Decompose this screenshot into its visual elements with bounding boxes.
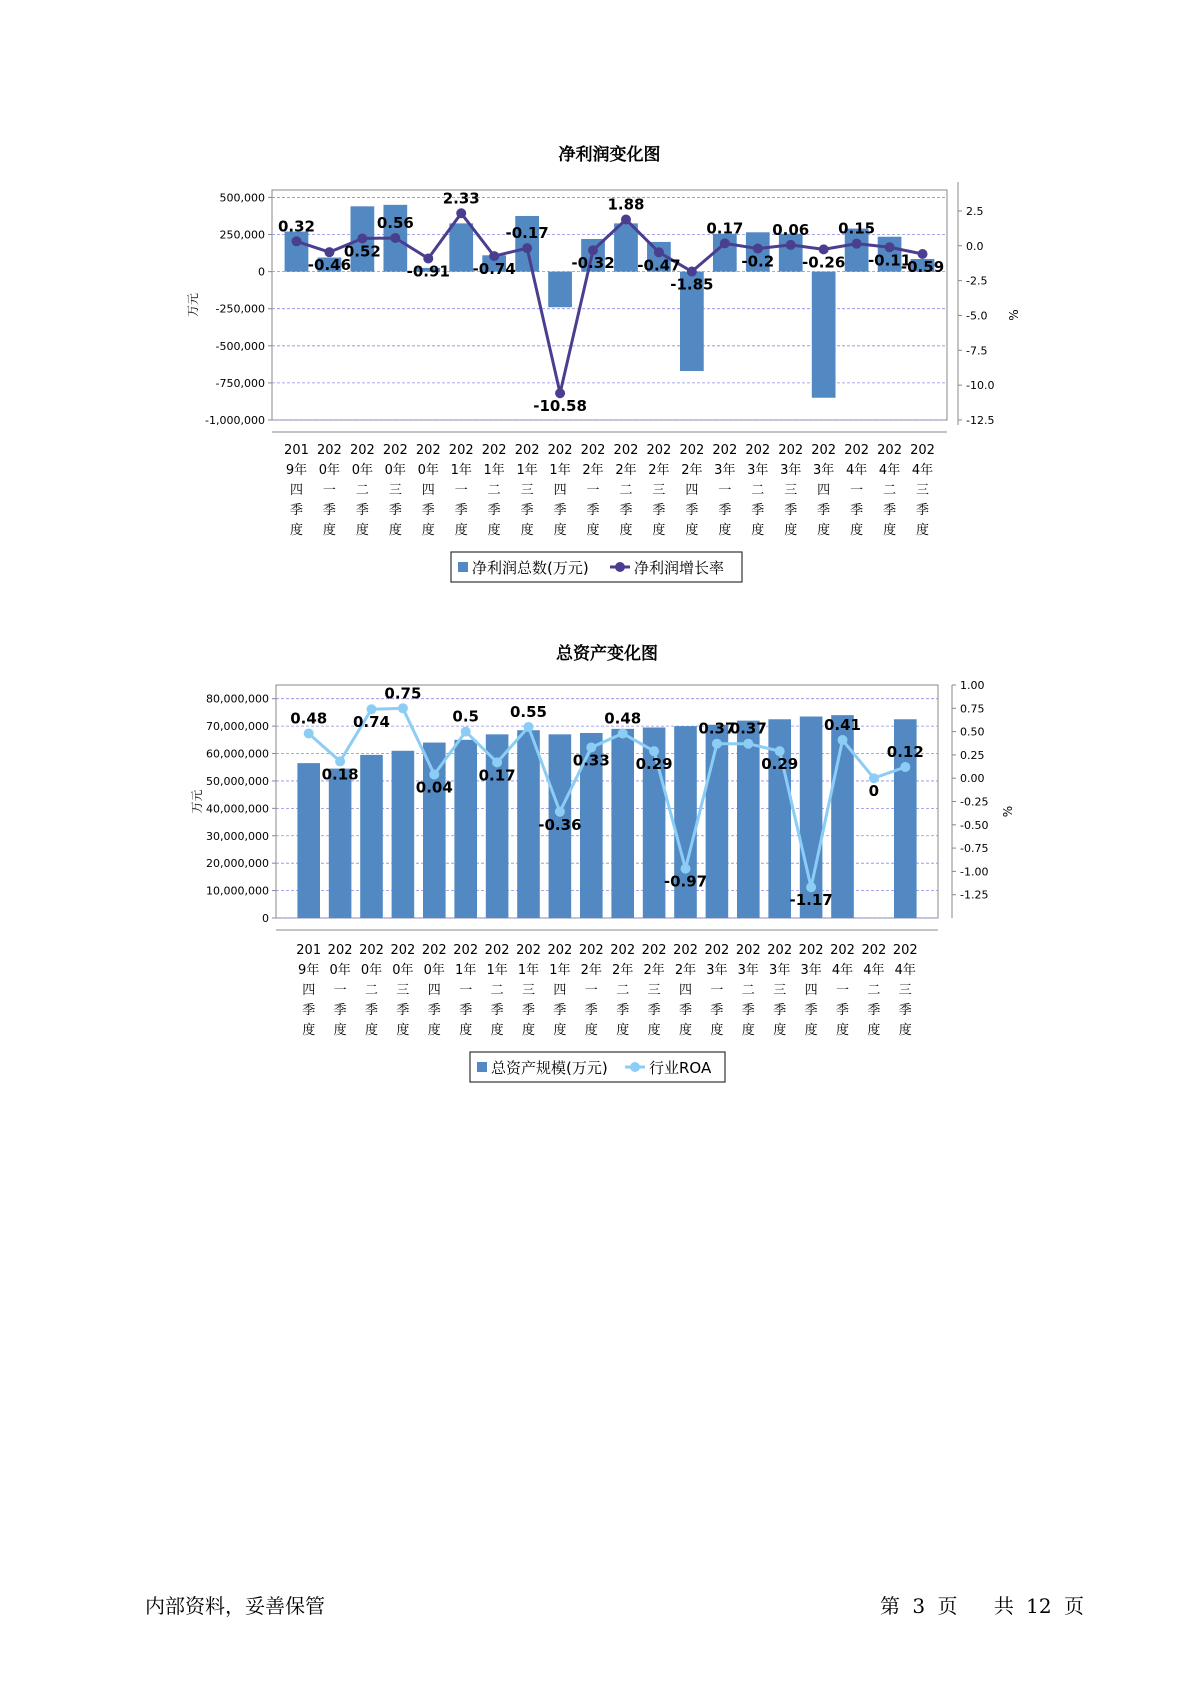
left-tick-label: 250,000	[219, 228, 265, 242]
point-label: -0.91	[406, 262, 450, 281]
category-label: 202 2年四季度	[679, 443, 705, 538]
bar	[454, 740, 477, 918]
right-tick-label: 0.50	[960, 725, 985, 739]
category-label: 202 3年二季度	[735, 943, 761, 1038]
category-label: 202 0年二季度	[349, 443, 375, 538]
point-label: 0.06	[772, 220, 810, 239]
category-label: 202 4年二季度	[861, 943, 887, 1038]
category-label: 202 4年三季度	[910, 443, 935, 538]
right-tick-label: 0.25	[960, 748, 985, 762]
point-label: -0.36	[538, 815, 582, 834]
point-label: 0.41	[823, 715, 862, 734]
left-axis-label: 万元	[186, 292, 200, 318]
category-label: 202 1年四季度	[547, 943, 573, 1038]
category-label: 202 2年二季度	[610, 943, 636, 1038]
line-point	[524, 722, 534, 732]
category-label: 202 3年一季度	[704, 943, 730, 1038]
point-label: 0	[868, 782, 880, 801]
right-tick-label: -1.25	[960, 888, 989, 902]
category-label: 202 3年一季度	[712, 443, 738, 538]
left-tick-label: 40,000,000	[206, 802, 269, 816]
category-label: 202 3年三季度	[778, 443, 804, 538]
category-label: 202 3年三季度	[767, 943, 793, 1038]
right-tick-label: -2.5	[966, 274, 988, 288]
point-label: 0.75	[384, 684, 422, 703]
category-label: 202 1年一季度	[453, 943, 479, 1038]
right-tick-label: -10.0	[966, 379, 995, 393]
line-point	[852, 239, 862, 249]
category-label: 202 4年一季度	[844, 443, 870, 538]
total-assets-chart	[0, 630, 1191, 1100]
category-label: 202 2年一季度	[580, 443, 606, 538]
category-label: 202 3年四季度	[798, 943, 824, 1038]
left-tick-label: -250,000	[215, 302, 265, 316]
total-unit: 页	[1063, 1594, 1084, 1618]
point-label: 0.55	[509, 702, 548, 721]
category-label: 202 0年四季度	[415, 443, 441, 538]
point-label: -0.46	[307, 256, 352, 275]
bar	[423, 743, 446, 918]
legend-bar-swatch	[458, 562, 468, 572]
legend-line-marker	[630, 1062, 640, 1072]
right-tick-label: 2.5	[966, 204, 984, 218]
bar	[737, 721, 760, 918]
point-label: 0.12	[886, 743, 924, 762]
legend-line-label: 净利润增长率	[634, 559, 725, 577]
point-label: 2.33	[442, 189, 480, 208]
bar	[449, 223, 473, 271]
category-label: 201 9年四季度	[296, 943, 322, 1038]
point-label: 0.04	[415, 778, 453, 797]
legend-line-marker	[615, 562, 625, 572]
point-label: 0.32	[277, 217, 315, 236]
chart-title: 总资产变化图	[556, 644, 658, 664]
category-label: 202 1年三季度	[514, 443, 540, 538]
category-label: 202 0年四季度	[421, 943, 447, 1038]
point-label: -0.97	[663, 872, 708, 891]
line-point	[621, 215, 631, 225]
legend-line-label: 行业ROA	[649, 1059, 712, 1077]
category-label: 201 9年四季度	[284, 443, 309, 538]
category-label: 202 1年一季度	[448, 443, 474, 538]
category-label: 202 1年三季度	[516, 943, 541, 1038]
point-label: -1.85	[670, 275, 714, 294]
point-label: -0.47	[637, 256, 681, 275]
page-prefix: 第	[880, 1594, 900, 1618]
category-label: 202 4年三季度	[892, 943, 918, 1038]
point-label: 0.17	[478, 766, 516, 785]
left-tick-label: -500,000	[215, 339, 265, 353]
category-label: 202 2年一季度	[578, 943, 604, 1038]
category-label: 202 2年三季度	[646, 443, 672, 538]
left-tick-label: -1,000,000	[205, 414, 265, 427]
total-prefix: 共	[993, 1594, 1014, 1618]
category-label: 202 1年二季度	[484, 943, 510, 1038]
left-tick-label: 70,000,000	[206, 720, 269, 734]
left-tick-label: 500,000	[219, 191, 265, 205]
bar	[812, 272, 836, 398]
point-label: 0.48	[604, 709, 642, 728]
left-tick-label: 30,000,000	[206, 829, 269, 843]
point-label: 1.88	[607, 195, 645, 214]
right-tick-label: -1.00	[960, 865, 989, 879]
footer-confidential-note: 内部资料，妥善保管	[145, 1594, 325, 1618]
point-label: 0.48	[290, 709, 328, 728]
category-label: 202 2年三季度	[641, 943, 667, 1038]
line-point	[456, 208, 466, 218]
point-label: 0.74	[352, 713, 391, 732]
point-label: 0.56	[376, 213, 414, 232]
bar	[548, 272, 572, 308]
line-point	[618, 728, 628, 738]
point-label: 0.52	[343, 242, 381, 261]
point-label: -0.11	[867, 251, 912, 270]
category-label: 202 1年二季度	[481, 443, 507, 538]
category-label: 202 3年四季度	[811, 443, 837, 538]
left-tick-label: 20,000,000	[206, 857, 269, 871]
left-tick-label: 50,000,000	[206, 774, 269, 788]
category-label: 202 0年一季度	[317, 443, 342, 538]
left-tick-label: 10,000,000	[206, 884, 269, 898]
line-point	[398, 703, 408, 713]
category-label: 202 4年一季度	[830, 943, 855, 1038]
page-number: 3	[912, 1594, 926, 1618]
category-label: 202 1年四季度	[547, 443, 573, 538]
category-label: 202 3年二季度	[745, 443, 771, 538]
point-label: -0.74	[472, 260, 516, 279]
left-tick-label: 80,000,000	[206, 692, 269, 706]
line-point	[522, 243, 532, 253]
point-label: 0.33	[572, 751, 610, 770]
right-tick-label: -0.75	[960, 842, 989, 856]
category-label: 202 0年三季度	[390, 943, 416, 1038]
line-point	[720, 238, 730, 248]
point-label: -0.26	[802, 253, 846, 272]
page-unit: 页	[937, 1594, 958, 1618]
right-tick-label: -7.5	[966, 344, 988, 358]
bar	[614, 223, 638, 271]
point-label: 0.37	[698, 719, 736, 738]
left-axis-label: 万元	[190, 789, 204, 814]
chart-title: 净利润变化图	[558, 145, 661, 165]
category-label: 202 0年一季度	[327, 943, 353, 1038]
bar	[297, 763, 320, 918]
bar	[611, 729, 634, 918]
bar	[517, 730, 540, 918]
right-tick-label: -0.50	[960, 818, 989, 832]
category-label: 202 4年二季度	[877, 443, 902, 538]
point-label: 0.37	[729, 719, 767, 738]
right-tick-label: -0.25	[960, 795, 989, 809]
right-tick-label: 1.00	[960, 679, 985, 692]
point-label: -0.59	[900, 257, 945, 276]
right-axis-label: %	[1001, 805, 1015, 818]
line-point	[712, 739, 722, 749]
bar	[329, 769, 352, 918]
line-point	[838, 735, 848, 745]
point-label: -10.58	[533, 397, 587, 416]
bar	[706, 725, 729, 918]
point-label: 0.17	[706, 219, 744, 238]
net-profit-chart	[0, 130, 1191, 600]
point-label: 0.5	[452, 707, 479, 726]
right-tick-label: 0.00	[960, 772, 985, 786]
left-tick-label: -750,000	[215, 376, 265, 390]
category-label: 202 0年二季度	[359, 943, 384, 1038]
left-tick-label: 0	[258, 265, 265, 279]
line-point	[291, 236, 301, 246]
legend-bar-swatch	[477, 1062, 487, 1072]
left-tick-label: 0	[262, 912, 269, 925]
point-label: 0.29	[635, 755, 673, 774]
category-label: 202 2年四季度	[673, 943, 698, 1038]
point-label: -0.2	[741, 252, 775, 271]
line-point	[743, 739, 753, 749]
right-tick-label: 0.75	[960, 702, 985, 716]
point-label: -0.32	[571, 254, 615, 273]
line-point	[461, 727, 471, 737]
total-pages: 12	[1026, 1594, 1052, 1618]
category-label: 202 0年三季度	[382, 443, 408, 538]
bar	[360, 755, 383, 918]
point-label: -1.17	[789, 891, 833, 910]
line-point	[304, 728, 314, 738]
line-point	[390, 233, 400, 243]
footer-page-indicator	[880, 1590, 1090, 1619]
right-tick-label: -5.0	[966, 309, 988, 323]
category-label: 202 2年二季度	[613, 443, 639, 538]
bar	[392, 751, 415, 918]
legend-bar-label: 总资产规模(万元)	[491, 1059, 608, 1077]
point-label: 0.18	[321, 765, 359, 784]
line-point	[900, 762, 910, 772]
point-label: 0.29	[761, 755, 799, 774]
right-axis-label: %	[1007, 309, 1021, 321]
right-tick-label: 0.0	[966, 239, 984, 253]
line-point	[786, 240, 796, 250]
left-tick-label: 60,000,000	[206, 747, 269, 761]
legend-bar-label: 净利润总数(万元)	[472, 559, 589, 577]
point-label: -0.17	[505, 224, 549, 243]
point-label: 0.15	[838, 219, 876, 238]
right-tick-label: -12.5	[966, 414, 995, 427]
bar	[779, 234, 803, 272]
